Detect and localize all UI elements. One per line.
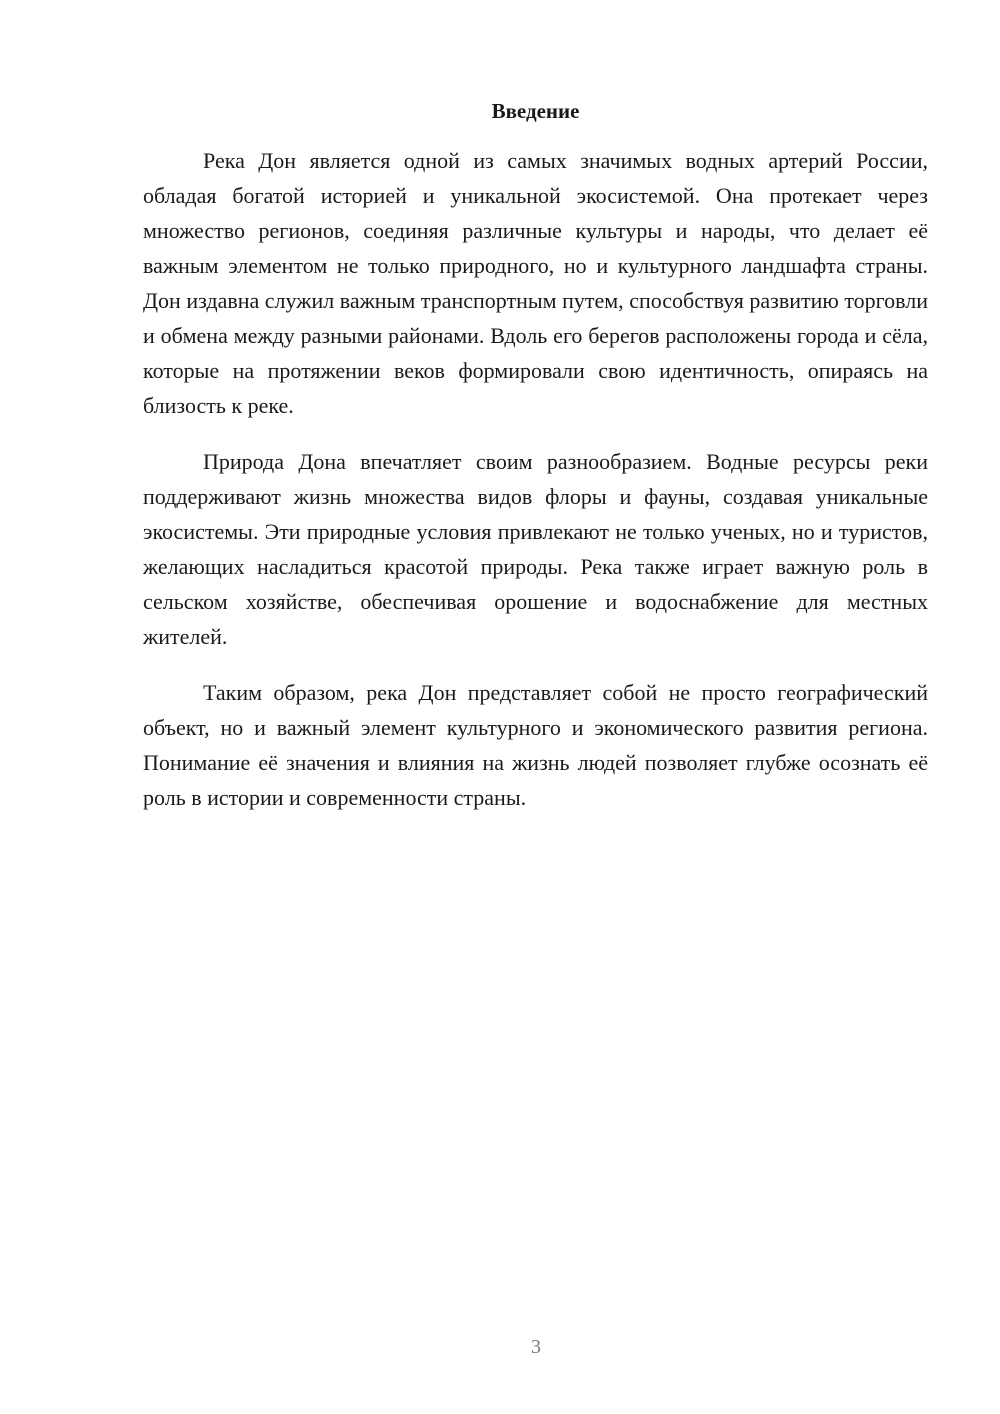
paragraph-3: Таким образом, река Дон представляет собой не просто географический объект, но и важный элемент культурного и экономического развития региона. Понимание её значения и влияния на жизнь людей позволяет глубже осознать её роль в истории и современности страны.: [143, 680, 928, 810]
paragraph-2: Природа Дона впечатляет своим разнообразием. Водные ресурсы реки поддерживают жизнь множества видов флоры и фауны, создавая уникальные экосистемы. Эти природные условия привлекают не только ученых, но и туристов, желающих насладиться красотой природы. Река также играет важную роль в сельском хозяйстве, обеспечивая орошение и водоснабжение для местных жителей.: [143, 449, 928, 649]
body-text: [143, 143, 928, 836]
page-number: 3: [531, 1336, 541, 1358]
section-heading: Введение: [491, 99, 580, 123]
paragraph-1: Река Дон является одной из самых значимых водных артерий России, обладая богатой историей и уникальной экосистемой. Она протекает через множество регионов, соединяя различные культуры и народы, что делает её важным элементом не только природного, но и культурного ландшафта страны. Дон издавна служил важным транспортным путем, способствуя развитию торговли и обмена между разными районами. Вдоль его берегов расположены города и сёла, которые на протяжении веков формировали свою идентичность, опираясь на близость к реке.: [143, 148, 928, 418]
